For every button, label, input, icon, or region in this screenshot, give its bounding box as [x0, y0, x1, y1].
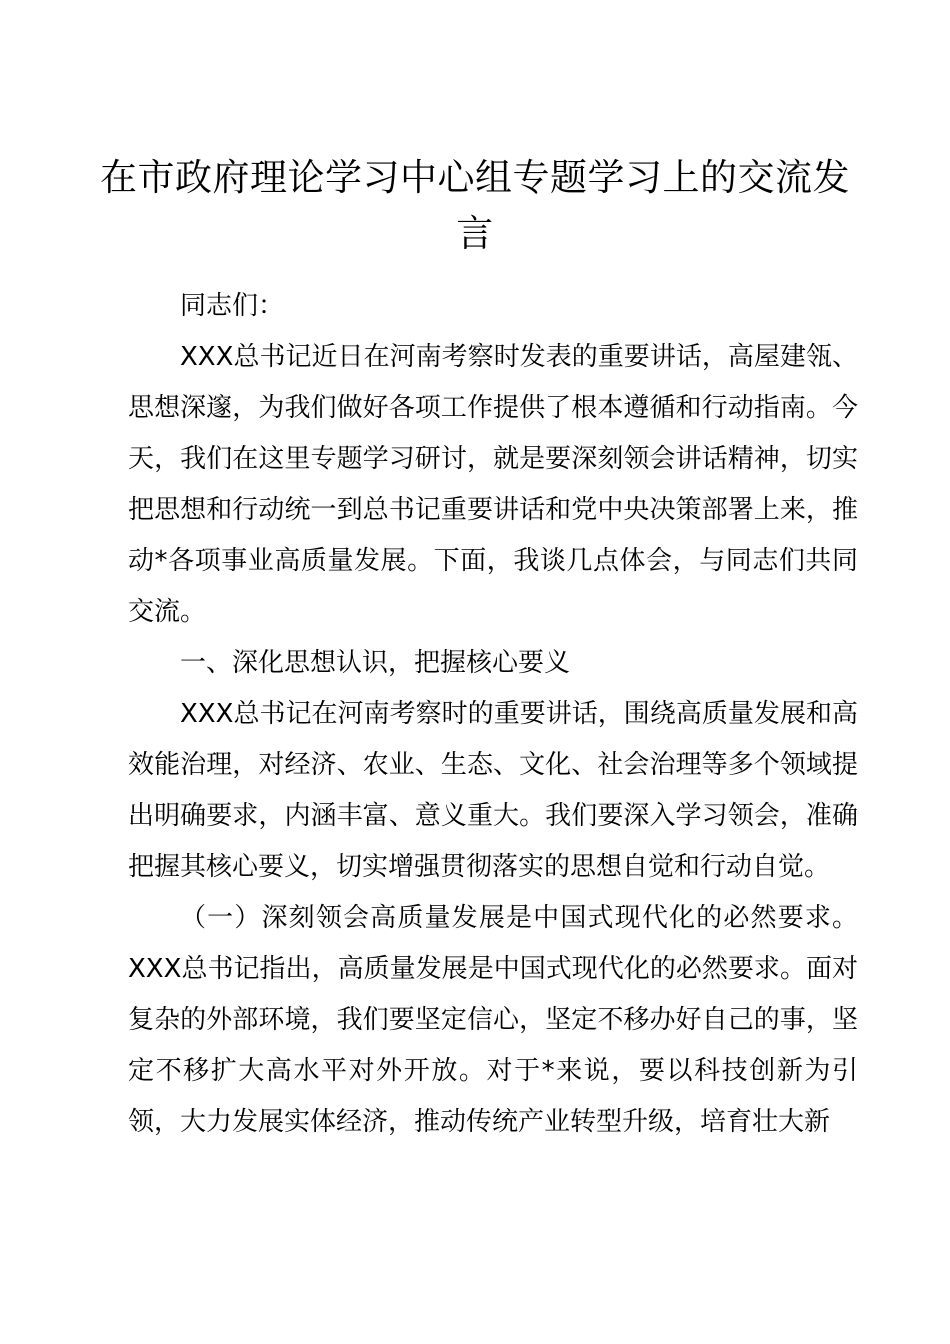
salutation: 同志们：: [180, 291, 285, 321]
paragraph-section-1: XXX总书记在河南考察时的重要讲话，围绕高质量发展和高效能治理，对经济、农业、生态、文化、社会治理等多个领域提出明确要求，内涵丰富、意义重大。我们要深入学习领会，准确把握其核心要义，切实增强贯彻落实的思想自觉和行动自觉。: [128, 699, 858, 882]
paragraph-intro: XXX总书记近日在河南考察时发表的重要讲话，高屋建瓴、思想深邃，为我们做好各项工作提供了根本遵循和行动指南。今天，我们在这里专题学习研讨，就是要深刻领会讲话精神，切实把思想和行动统一到总书记重要讲话和党中央决策部署上来，推动*各项事业高质量发展。下面，我谈几点体会，与同志们共同交流。: [128, 342, 858, 627]
paragraph-subsection-1: （一）深刻领会高质量发展是中国式现代化的必然要求。XXX总书记指出，高质量发展是中国式现代化的必然要求。面对复杂的外部环境，我们要坚定信心，坚定不移办好自己的事，坚定不移扩大高水平对外开放。对于*来说，要以科技创新为引领，大力发展实体经济，推动传统产业转型升级，培育壮大新: [128, 903, 858, 1137]
document-title: 在市政府理论学习中心组专题学习上的交流发言: [100, 156, 850, 255]
document-body: [128, 281, 858, 1148]
section-heading-1: 一、深化思想认识，把握核心要义: [180, 648, 571, 678]
